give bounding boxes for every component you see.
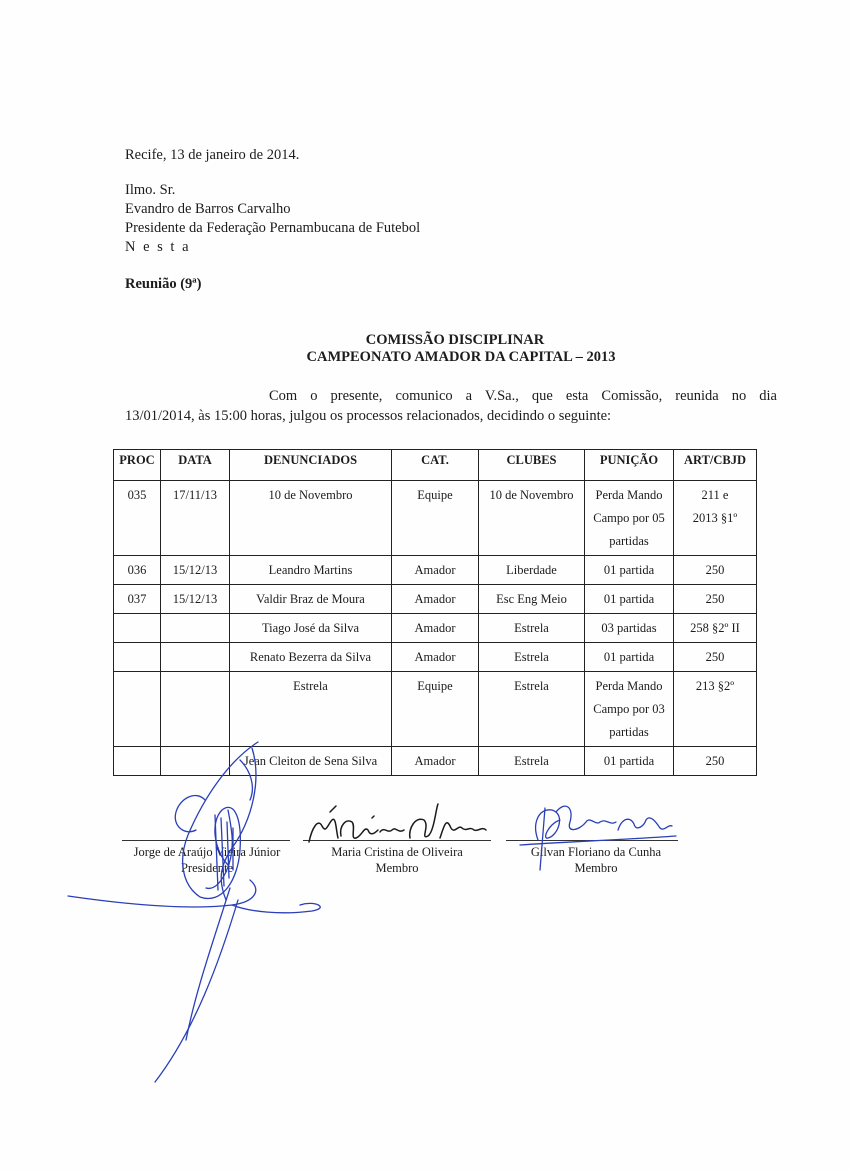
column-header-art-cbjd: ART/CBJD [674, 450, 757, 481]
cell-clubes: Estrela [479, 643, 585, 672]
cell-art-cbjd: 250 [674, 585, 757, 614]
table-row [114, 481, 757, 556]
signatory-role-president: Presidente [180, 861, 234, 875]
column-header-cat: CAT. [392, 450, 479, 481]
cell-clubes: Liberdade [479, 556, 585, 585]
recipient-title: Presidente da Federação Pernambucana de Futebol [125, 220, 421, 236]
cell-denunciados: Valdir Braz de Moura [230, 585, 392, 614]
signature-president-mark [68, 742, 320, 1082]
cell-data: 15/12/13 [161, 585, 230, 614]
table-row [114, 747, 757, 776]
recipient-location: N e s t a [125, 239, 191, 255]
cell-punicao: 01 partida [585, 747, 674, 776]
signatory-role-member-1: Membro [375, 861, 419, 875]
signatory-name-member-2: Gilvan Floriano da Cunha [530, 845, 662, 859]
cell-proc [114, 747, 161, 776]
cell-clubes: 10 de Novembro [479, 481, 585, 556]
signature-line-president [122, 840, 290, 841]
signatory-role-member-2: Membro [574, 861, 618, 875]
cell-punicao: 03 partidas [585, 614, 674, 643]
cell-proc [114, 643, 161, 672]
cell-cat: Amador [392, 614, 479, 643]
cell-cat: Amador [392, 747, 479, 776]
signatory-name-president: Jorge de Araújo Vieira Júnior [133, 845, 281, 859]
cell-data [161, 747, 230, 776]
cell-denunciados: Tiago José da Silva [230, 614, 392, 643]
cell-proc [114, 614, 161, 643]
cell-art-cbjd: 258 §2º II [674, 614, 757, 643]
column-header-data: DATA [161, 450, 230, 481]
cell-art-cbjd: 213 §2º [674, 672, 757, 747]
signature-line-member-1 [303, 840, 491, 841]
cell-proc: 035 [114, 481, 161, 556]
cell-proc: 036 [114, 556, 161, 585]
intro-line-1: Com o presente, comunico a V.Sa., que esta Comissão, reunida no dia [269, 388, 777, 404]
signature-line-member-2 [506, 840, 678, 841]
cell-denunciados: Leandro Martins [230, 556, 392, 585]
heading-commission: COMISSÃO DISCIPLINAR [365, 332, 545, 348]
cell-denunciados: Renato Bezerra da Silva [230, 643, 392, 672]
table-row [114, 585, 757, 614]
cell-art-cbjd: 250 [674, 747, 757, 776]
cell-clubes: Estrela [479, 747, 585, 776]
cell-punicao: 01 partida [585, 643, 674, 672]
cell-art-cbjd: 250 [674, 556, 757, 585]
process-table [113, 449, 757, 776]
column-header-punicao: PUNIÇÃO [585, 450, 674, 481]
cell-cat: Equipe [392, 672, 479, 747]
cell-punicao: Perda Mando Campo por 05 partidas [585, 481, 674, 556]
cell-proc [114, 672, 161, 747]
table-body [114, 481, 757, 776]
cell-clubes: Estrela [479, 672, 585, 747]
cell-data [161, 672, 230, 747]
recipient-salutation: Ilmo. Sr. [125, 182, 176, 198]
intro-paragraph [125, 386, 777, 426]
meeting-label: Reunião (9ª) [125, 276, 202, 292]
recipient-name: Evandro de Barros Carvalho [125, 201, 291, 217]
cell-denunciados: Jean Cleiton de Sena Silva [230, 747, 392, 776]
cell-data: 17/11/13 [161, 481, 230, 556]
cell-clubes: Esc Eng Meio [479, 585, 585, 614]
cell-clubes: Estrela [479, 614, 585, 643]
table-row [114, 672, 757, 747]
cell-data [161, 614, 230, 643]
cell-punicao: 01 partida [585, 556, 674, 585]
table-header-row [114, 450, 757, 481]
signatory-name-member-1: Maria Cristina de Oliveira [331, 845, 463, 859]
column-header-clubes: CLUBES [479, 450, 585, 481]
cell-punicao: Perda Mando Campo por 03 partidas [585, 672, 674, 747]
cell-art-cbjd: 211 e 2013 §1º [674, 481, 757, 556]
cell-denunciados: 10 de Novembro [230, 481, 392, 556]
cell-cat: Amador [392, 643, 479, 672]
table-row [114, 614, 757, 643]
cell-proc: 037 [114, 585, 161, 614]
cell-cat: Equipe [392, 481, 479, 556]
cell-punicao: 01 partida [585, 585, 674, 614]
heading-championship: CAMPEONATO AMADOR DA CAPITAL – 2013 [306, 349, 616, 365]
cell-data [161, 643, 230, 672]
column-header-proc: PROC [114, 450, 161, 481]
cell-cat: Amador [392, 585, 479, 614]
table-row [114, 556, 757, 585]
table-row [114, 643, 757, 672]
cell-denunciados: Estrela [230, 672, 392, 747]
place-date: Recife, 13 de janeiro de 2014. [125, 147, 300, 163]
intro-line-2: 13/01/2014, às 15:00 horas, julgou os processos relacionados, decidindo o seguinte: [125, 408, 612, 424]
cell-art-cbjd: 250 [674, 643, 757, 672]
column-header-denunciados: DENUNCIADOS [230, 450, 392, 481]
cell-cat: Amador [392, 556, 479, 585]
cell-data: 15/12/13 [161, 556, 230, 585]
signature-member-1-mark [309, 804, 486, 842]
